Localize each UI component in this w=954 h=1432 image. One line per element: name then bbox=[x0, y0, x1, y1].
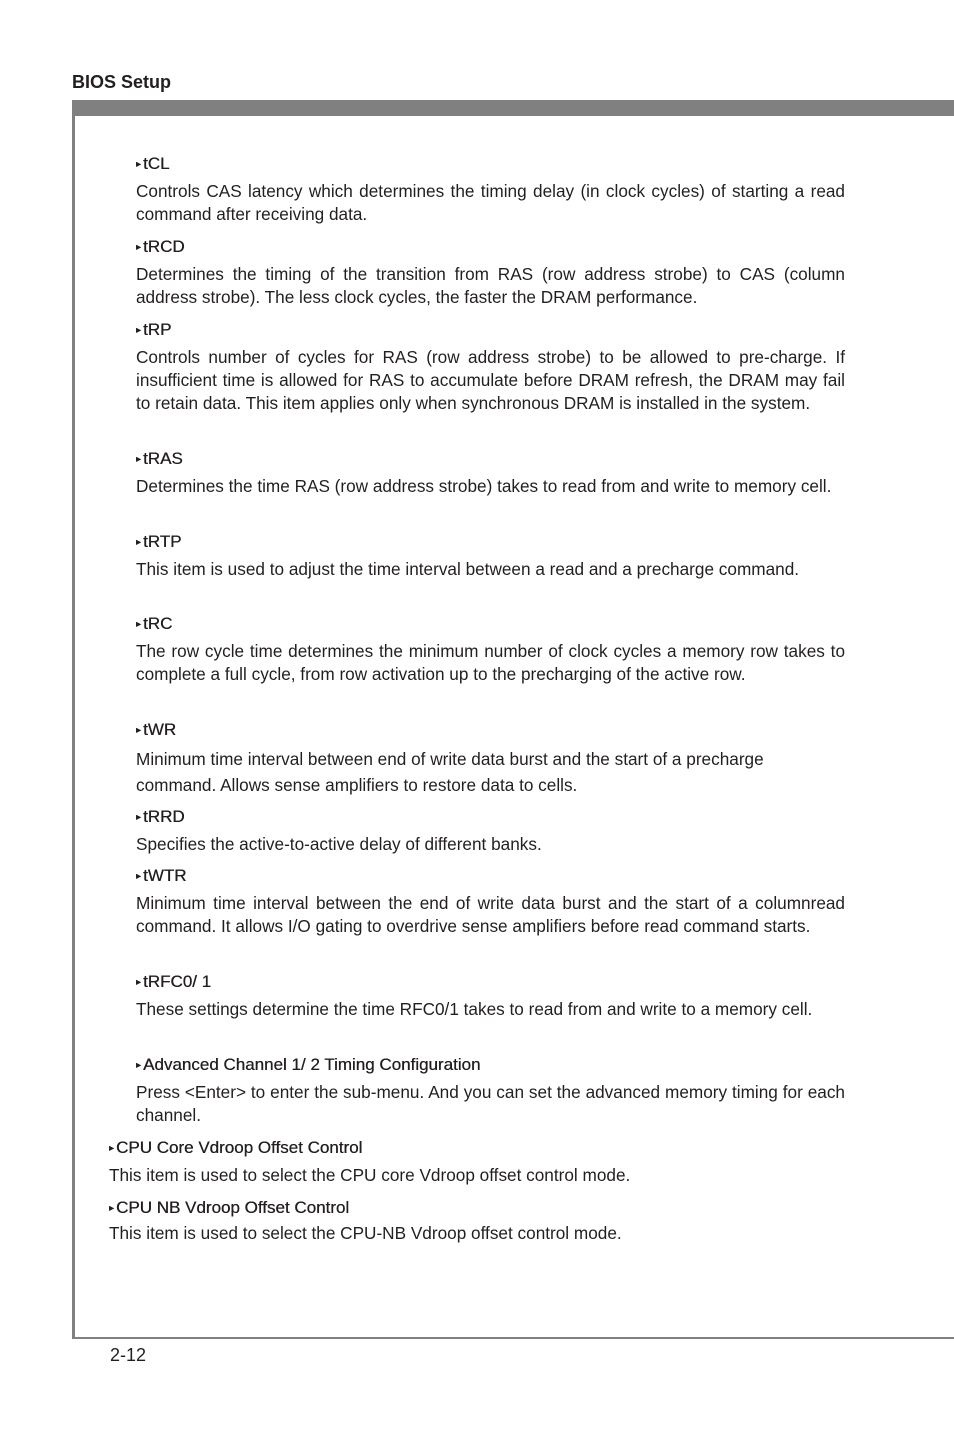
triangle-bullet-icon: ▸ bbox=[136, 871, 142, 882]
item-twtr bbox=[136, 865, 845, 938]
triangle-bullet-icon: ▸ bbox=[136, 619, 142, 630]
item-title: ▸ tWTR bbox=[136, 865, 845, 888]
page-number: 2-12 bbox=[110, 1345, 147, 1365]
triangle-bullet-icon: ▸ bbox=[136, 325, 142, 336]
item-title: ▸ tWR bbox=[136, 719, 845, 742]
triangle-bullet-icon: ▸ bbox=[136, 725, 142, 736]
triangle-bullet-icon: ▸ bbox=[136, 1060, 142, 1071]
item-description: This item is used to adjust the time interval between a read and a precharge command. bbox=[136, 559, 800, 579]
item-title: ▸ tRRD bbox=[136, 806, 845, 829]
item-description: This item is used to select the CPU-NB Vdroop offset control mode. bbox=[109, 1223, 622, 1243]
item-description: Specifies the active-to-active delay of different banks. bbox=[136, 834, 542, 854]
item-tcl bbox=[136, 153, 845, 226]
item-twr bbox=[136, 719, 845, 798]
item-description: The row cycle time determines the minimum number of clock cycles a memory row takes to complete a full cycle, from row activation up to the precharging of the active row. bbox=[136, 641, 845, 685]
triangle-bullet-icon: ▸ bbox=[136, 454, 142, 465]
item-description: Minimum time interval between the end of write data burst and the start of a columnread command. It allows I/O gating to overdrive sense amplifiers before read command starts. bbox=[136, 893, 845, 937]
item-description: Controls number of cycles for RAS (row address strobe) to be allowed to pre-charge. If insufficient time is allowed for RAS to accumulate before DRAM refresh, the DRAM may fail to retain data. This item applies only when synchronous DRAM is installed in the system. bbox=[136, 347, 845, 414]
item-tras bbox=[136, 448, 845, 498]
item-trp bbox=[136, 319, 845, 416]
item-description: Minimum time interval between end of write data burst and the start of a precharge command. Allows sense amplifiers to restore data to cells. bbox=[136, 749, 764, 795]
triangle-bullet-icon: ▸ bbox=[136, 977, 142, 988]
header-bar bbox=[72, 100, 954, 116]
triangle-bullet-icon: ▸ bbox=[109, 1203, 115, 1214]
item-title: ▸ tRFC0/ 1 bbox=[136, 971, 845, 994]
item-description: Determines the timing of the transition from RAS (row address strobe) to CAS (column address strobe). The less clock cycles, the faster the DRAM performance. bbox=[136, 264, 845, 308]
item-title: ▸ tRC bbox=[136, 613, 845, 636]
triangle-bullet-icon: ▸ bbox=[136, 537, 142, 548]
item-trcd bbox=[136, 236, 845, 309]
item-description: Determines the time RAS (row address strobe) takes to read from and write to memory cell. bbox=[136, 476, 832, 496]
triangle-bullet-icon: ▸ bbox=[136, 242, 142, 253]
item-title: ▸ tRCD bbox=[136, 236, 845, 259]
item-cpu-nb-vdroop bbox=[109, 1197, 845, 1245]
item-cpu-core-vdroop bbox=[109, 1137, 845, 1187]
triangle-bullet-icon: ▸ bbox=[136, 159, 142, 170]
item-description: Press <Enter> to enter the sub-menu. And you can set the advanced memory timing for each channel. bbox=[136, 1082, 845, 1126]
item-title: ▸ Advanced Channel 1/ 2 Timing Configuration bbox=[136, 1054, 845, 1077]
triangle-bullet-icon: ▸ bbox=[136, 812, 142, 823]
item-description: These settings determine the time RFC0/1 takes to read from and write to a memory cell. bbox=[136, 999, 813, 1019]
item-title: ▸ tRTP bbox=[136, 531, 845, 554]
item-trrd bbox=[136, 806, 845, 856]
page-header-title: BIOS Setup bbox=[72, 72, 172, 92]
item-trtp bbox=[136, 531, 845, 581]
triangle-bullet-icon: ▸ bbox=[109, 1143, 115, 1154]
item-title: ▸ CPU NB Vdroop Offset Control bbox=[109, 1197, 845, 1220]
item-description: Controls CAS latency which determines the timing delay (in clock cycles) of starting a read command after receiving data. bbox=[136, 181, 845, 225]
item-trfc bbox=[136, 971, 845, 1021]
item-trc bbox=[136, 613, 845, 686]
item-title: ▸ tCL bbox=[136, 153, 845, 176]
item-title: ▸ tRAS bbox=[136, 448, 845, 471]
item-title: ▸ tRP bbox=[136, 319, 845, 342]
item-advanced-channel-timing bbox=[136, 1054, 845, 1127]
item-description: This item is used to select the CPU core Vdroop offset control mode. bbox=[109, 1165, 631, 1185]
item-title: ▸ CPU Core Vdroop Offset Control bbox=[109, 1137, 845, 1160]
